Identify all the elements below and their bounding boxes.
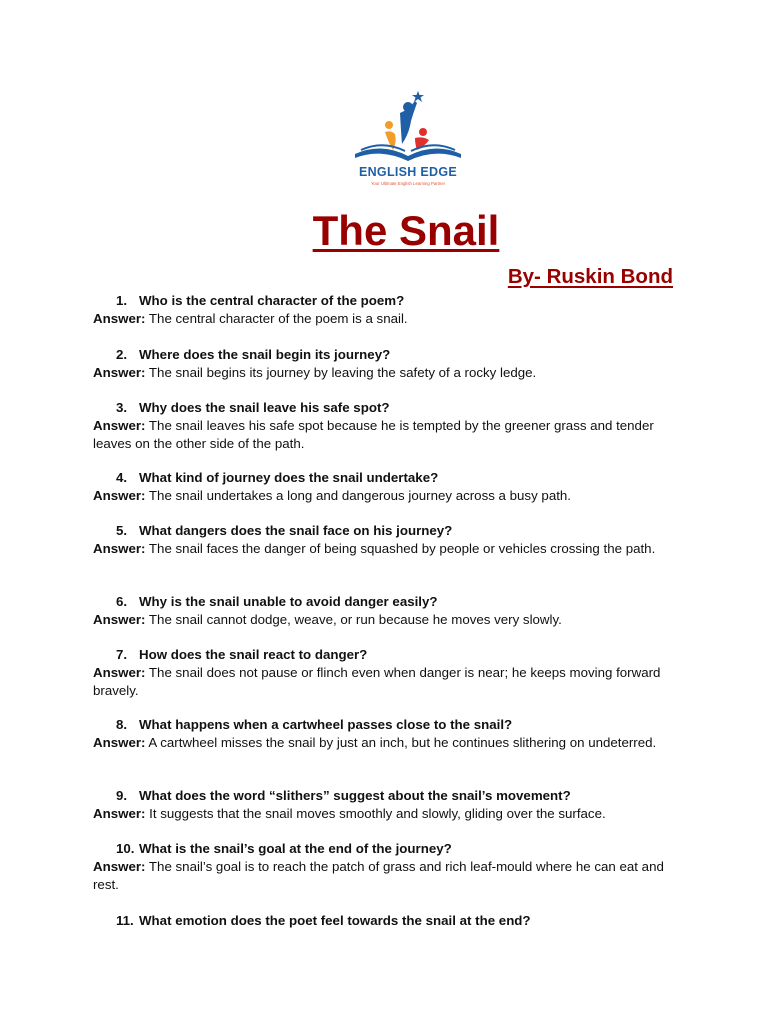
- qa-item: [93, 593, 683, 629]
- answer: [93, 487, 683, 505]
- answer: [93, 805, 683, 823]
- answer-label: Answer:: [93, 859, 146, 874]
- question-number: 6.: [116, 594, 128, 609]
- qa-item: [93, 912, 683, 930]
- qa-item: [93, 787, 683, 823]
- question-text: What happens when a cartwheel passes close to the snail?: [139, 717, 513, 732]
- answer-text: The snail leaves his safe spot because he is tempted by the greener grass and tender leaves on the other side of the path.: [93, 418, 654, 451]
- question-number: 9.: [116, 788, 128, 803]
- question-text: What kind of journey does the snail undertake?: [139, 470, 439, 485]
- question-number: 7.: [116, 647, 128, 662]
- answer-text: The snail begins its journey by leaving the safety of a rocky ledge.: [145, 365, 537, 380]
- question-number: 11.: [116, 913, 134, 928]
- answer-label: Answer:: [93, 488, 146, 503]
- answer-label: Answer:: [93, 612, 146, 627]
- question-text: Who is the central character of the poem?: [139, 293, 405, 308]
- question: [93, 346, 683, 364]
- answer-label: Answer:: [93, 665, 146, 680]
- question: [93, 292, 683, 310]
- answer: [93, 734, 683, 752]
- answer-text: A cartwheel misses the snail by just an inch, but he continues slithering on undeterred.: [145, 735, 657, 750]
- logo-tagline: Your Ultimate English Learning Partner: [370, 181, 446, 186]
- logo-emblem-icon: [345, 88, 471, 168]
- question-number: 4.: [116, 470, 128, 485]
- answer: [93, 417, 683, 453]
- question: [93, 716, 683, 734]
- answer-label: Answer:: [93, 365, 146, 380]
- qa-item: [93, 399, 683, 453]
- question: [93, 912, 683, 930]
- question: [93, 469, 683, 487]
- answer-text: The snail faces the danger of being squashed by people or vehicles crossing the path.: [145, 541, 656, 556]
- answer: [93, 858, 683, 894]
- question: [93, 787, 683, 805]
- question-text: What dangers does the snail face on his journey?: [139, 523, 453, 538]
- answer-label: Answer:: [93, 541, 146, 556]
- logo-brand-text: ENGLISH EDGE: [358, 165, 458, 179]
- answer: [93, 364, 683, 382]
- page-title: The Snail: [312, 207, 500, 254]
- qa-item: [93, 292, 683, 328]
- question: [93, 593, 683, 611]
- qa-item: [93, 716, 683, 752]
- qa-item: [93, 840, 683, 894]
- question-text: Why does the snail leave his safe spot?: [139, 400, 390, 415]
- qa-item: [93, 522, 683, 558]
- answer: [93, 540, 683, 558]
- question-text: What emotion does the poet feel towards the snail at the end?: [139, 913, 531, 928]
- answer-text: The central character of the poem is a snail.: [145, 311, 408, 326]
- question-text: Why is the snail unable to avoid danger easily?: [139, 594, 438, 609]
- question-text: What is the snail’s goal at the end of the journey?: [139, 841, 452, 856]
- question: [93, 646, 683, 664]
- question-number: 1.: [116, 293, 128, 308]
- question-number: 5.: [116, 523, 128, 538]
- question: [93, 840, 683, 858]
- question-number: 10.: [116, 841, 135, 856]
- question: [93, 399, 683, 417]
- qa-item: [93, 469, 683, 505]
- answer-text: The snail undertakes a long and dangerous journey across a busy path.: [145, 488, 572, 503]
- question-number: 2.: [116, 347, 128, 362]
- answer-label: Answer:: [93, 418, 146, 433]
- answer-label: Answer:: [93, 735, 146, 750]
- answer-text: The snail cannot dodge, weave, or run because he moves very slowly.: [145, 612, 562, 627]
- answer: [93, 611, 683, 629]
- answer-text: It suggests that the snail moves smoothly and slowly, gliding over the surface.: [145, 806, 606, 821]
- question-number: 3.: [116, 400, 128, 415]
- question: [93, 522, 683, 540]
- english-edge-logo: [345, 88, 471, 190]
- question-text: What does the word “slithers” suggest about the snail’s movement?: [139, 788, 571, 803]
- qa-item: [93, 346, 683, 382]
- answer-label: Answer:: [93, 806, 146, 821]
- answer: [93, 310, 683, 328]
- question-text: Where does the snail begin its journey?: [139, 347, 391, 362]
- answer-text: The snail’s goal is to reach the patch of grass and rich leaf-mould where he can eat and rest.: [93, 859, 664, 892]
- question-number: 8.: [116, 717, 128, 732]
- author-byline: By- Ruskin Bond: [507, 265, 673, 288]
- answer: [93, 664, 683, 700]
- answer-label: Answer:: [93, 311, 146, 326]
- answer-text: The snail does not pause or flinch even when danger is near; he keeps moving forward bravely.: [93, 665, 661, 698]
- qa-item: [93, 646, 683, 700]
- question-text: How does the snail react to danger?: [139, 647, 368, 662]
